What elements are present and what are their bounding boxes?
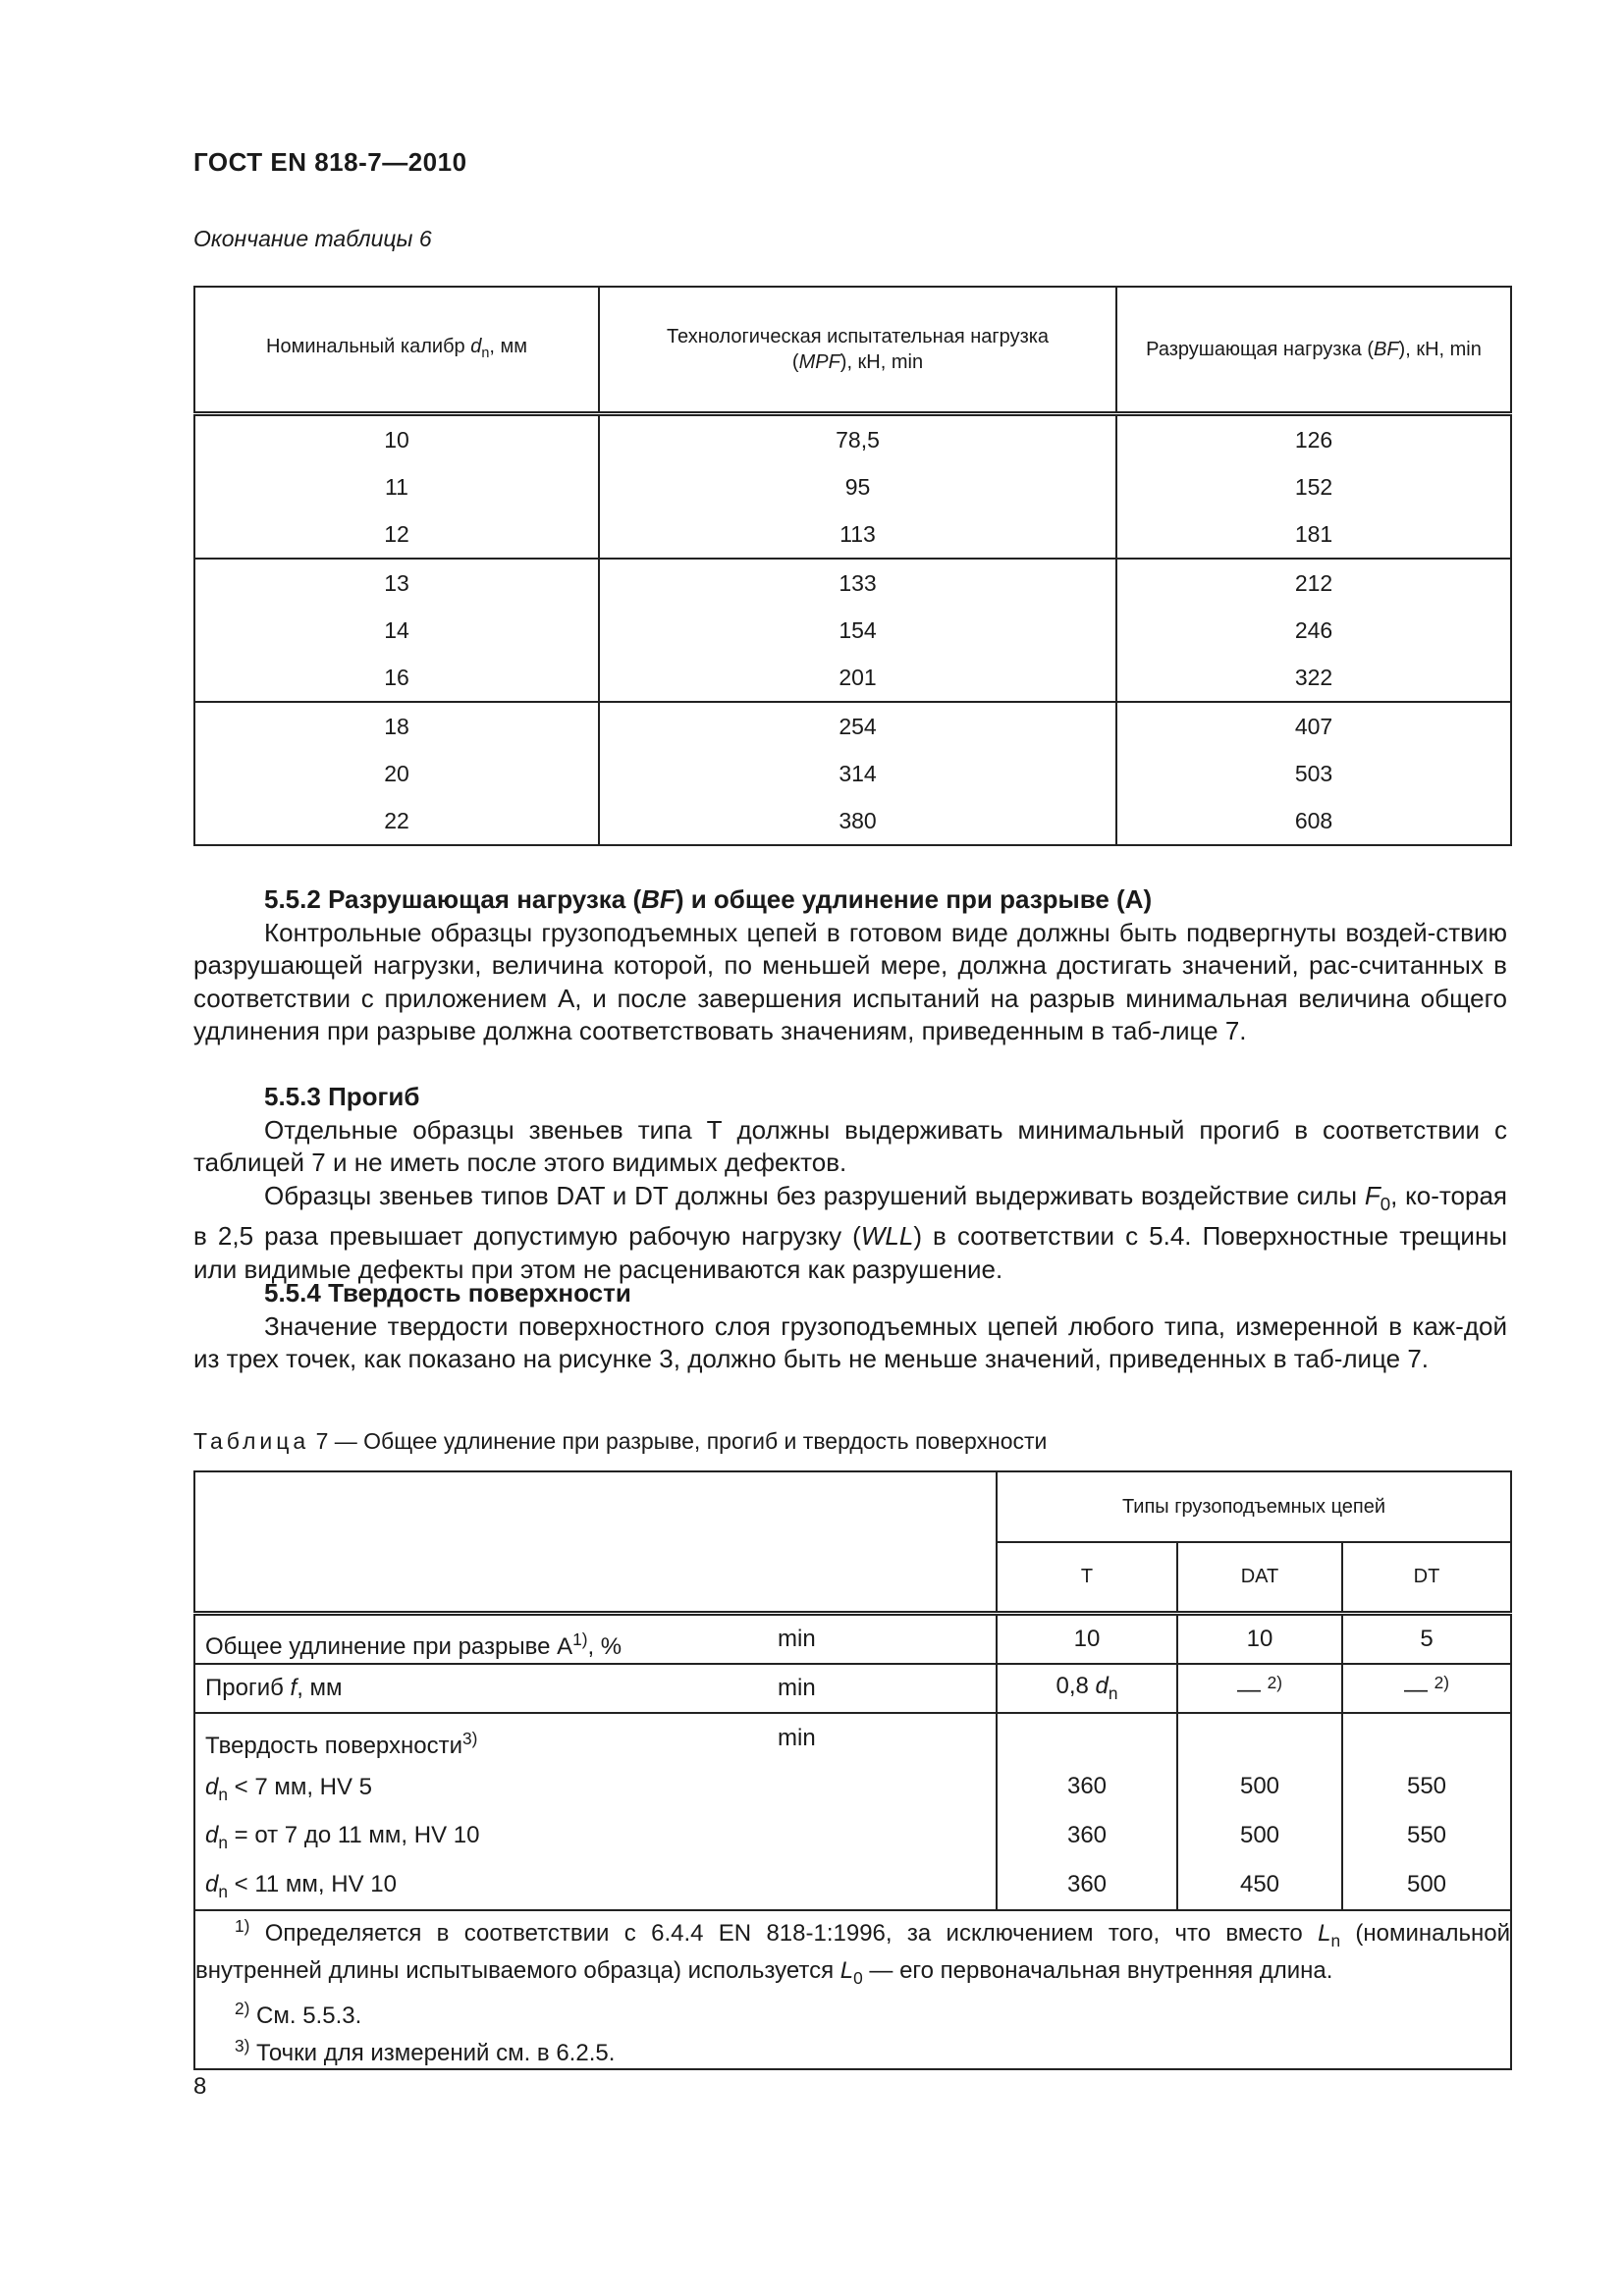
section-5-5-4-heading: 5.5.4 Твердость поверхности bbox=[264, 1278, 631, 1308]
table-row: Твердость поверхности$^{3)}$ min bbox=[194, 1713, 1511, 1763]
section-5-5-3 bbox=[193, 1081, 1507, 1286]
table6-header-caliber: Номинальный калибр $d_n$, мм bbox=[194, 287, 599, 414]
page-number: 8 bbox=[193, 2073, 207, 2100]
section-5-5-4-text: Значение твердости поверхностного слоя грузоподъемных цепей любого типа, измеренной в каж-дой из трех точек, как показано на рисунке 3, должно быть не меньше значений, приведенных в таб-лице 7. bbox=[193, 1310, 1507, 1373]
table-row: 20 314 503 bbox=[194, 750, 1511, 797]
table-row: Общее удлинение при разрыве $А^{1)}$, % min 10 10 5 bbox=[194, 1613, 1511, 1664]
footnote-2: $^{2)}$ См. 5.5.3. bbox=[235, 1999, 362, 2030]
section-5-5-3-p2: Образцы звеньев типов DAT и DT должны без разрушений выдерживать воздействие силы $F_0$, ко-торая в 2,5 раза превышает допустимую рабочую нагрузку (WLL) в соответствии с 5.4. Поверхностные трещины или видимые дефекты при этом не расцениваются как разрушение. bbox=[193, 1180, 1508, 1284]
table6-header-breaking-load: Разрушающая нагрузка (BF), кН, min bbox=[1116, 287, 1511, 414]
table-row: 16 201 322 bbox=[194, 654, 1511, 702]
footnote-3: $^{3)}$ Точки для измерений см. в 6.2.5. bbox=[235, 2036, 616, 2067]
table6-header-test-load: Технологическая испытательная нагрузка (MPF), кН, min bbox=[599, 287, 1116, 414]
table-row: 18 254 407 bbox=[194, 702, 1511, 750]
table-row: 22 380 608 bbox=[194, 797, 1511, 845]
table7-type-dat: DAT bbox=[1177, 1542, 1342, 1613]
table-row: 11 95 152 bbox=[194, 463, 1511, 510]
table7-type-t: Т bbox=[997, 1542, 1177, 1613]
table-row: 12 113 181 bbox=[194, 510, 1511, 559]
table7 bbox=[193, 1470, 1512, 2070]
section-5-5-2-heading: 5.5.2 Разрушающая нагрузка (BF) и общее удлинение при разрыве (А) bbox=[264, 884, 1153, 914]
section-5-5-2-text: Контрольные образцы грузоподъемных цепей в готовом виде должны быть подвергнуты воздей-ствию разрушающей нагрузки, величина которой, по меньшей мере, должна достигать значений, рас-считанных в соответствии с приложением А, и после завершения испытаний на разрыв минимальная величина общего удлинения при разрыве должна соответствовать значениям, приведенным в таб-лице 7. bbox=[193, 917, 1507, 1045]
table-row: $d_n < 11$ мм, HV 10 360 450 500 bbox=[194, 1860, 1511, 1910]
table6 bbox=[193, 286, 1512, 846]
section-5-5-4 bbox=[193, 1277, 1507, 1376]
table7-caption: Таблица 7 — Общее удлинение при разрыве, прогиб и твердость поверхности bbox=[193, 1428, 1048, 1454]
table6-header-row bbox=[194, 287, 1511, 414]
section-5-5-3-heading: 5.5.3 Прогиб bbox=[264, 1082, 420, 1111]
table-row: 14 154 246 bbox=[194, 607, 1511, 654]
footnote-1: $^{1)}$ Определяется в соответствии с 6.4.4 EN 818-1:1996, за исключением того, что вместо $L_n$ (номинальной внутренней длины испытываемого образца) используется $L_0$ — его первоначальная внутренняя длина. bbox=[195, 1915, 1510, 1989]
table-row: $d_n$ = от 7 до 11 мм, HV 10 360 500 550 bbox=[194, 1811, 1511, 1860]
section-5-5-3-p1: Отдельные образцы звеньев типа Т должны выдерживать минимальный прогиб в соответствии с таблицей 7 и не иметь после этого видимых дефектов. bbox=[193, 1114, 1507, 1177]
table-row: Прогиб f, мм min 0,8 $d_n$ — $^{2)}$ — $^{2)}$ bbox=[194, 1664, 1511, 1713]
table-row: 10 78,5 126 bbox=[194, 414, 1511, 464]
section-5-5-2 bbox=[193, 883, 1507, 1048]
table6-caption: Окончание таблицы 6 bbox=[193, 226, 432, 251]
table7-footnotes-row bbox=[194, 1910, 1511, 2070]
document-header: ГОСТ EN 818-7—2010 bbox=[193, 147, 467, 177]
table7-footnotes bbox=[194, 1910, 1511, 2070]
table7-type-dt: DT bbox=[1342, 1542, 1511, 1613]
table7-group-header: Типы грузоподъемных цепей bbox=[997, 1471, 1511, 1542]
table-row: $d_n < 7$ мм, HV 5 360 500 550 bbox=[194, 1763, 1511, 1811]
table7-header-group-row bbox=[194, 1471, 1511, 1542]
table-row: 13 133 212 bbox=[194, 559, 1511, 607]
